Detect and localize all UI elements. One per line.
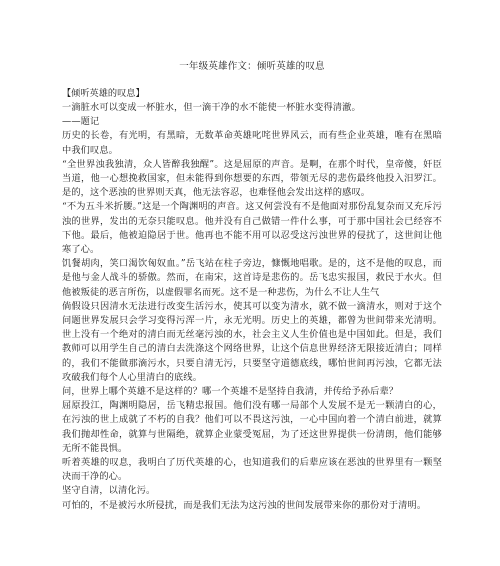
paragraph-epigraph: 一滴脏水可以变成一杯脏水，但一滴干净的水不能使一杯脏水变得清澈。 — [62, 102, 361, 113]
paragraph-heroes: 屈原投江，陶渊明隐居，岳飞精忠报国。他们没有哪一局部个人发展不是无一颗清白的心，在污浊的世上成就了不朽的自我？他们可以不畏这污浊，一心中国向着一个清白前进，就算我们抛却性命，就算与世隔绝，就算企业蒙受冤屈，为了还这世界提供一份清朗，他们能够无所不能畏惧。 — [62, 400, 442, 454]
paragraph-yue-fei: 饥餐胡肉，笑口渴饮匈奴血。”岳飞站在柱子旁边，慷慨地唱歌。是的，这不是他的叹息，而是他与金人战斗的骄傲。然而，在南宋，这首诗是悲伤的。岳飞忠实报国，救民于水火。但他被叛徒的恶言所伤，以虚假罪名而死。这不是一种悲伤，为什么不让人生气 — [62, 258, 442, 298]
paragraph-epigraph-label: ——题记 — [62, 116, 100, 128]
document-title: 一年级英雄作文：倾听英雄的叹息 — [179, 61, 325, 72]
paragraph-intro: 历史的长卷，有光明，有黑暗，无数革命英雄叱咤世界风云，而有些企业英雄，唯有在黑暗中我们叹息。 — [62, 130, 442, 156]
paragraph-tao-yuanming: “不为五斗米折腰。”这是一个陶渊明的声音。这又何尝没有不是他面对那份乱复杂而又充斥污浊的世界，发出的无奈只能叹息。他并没有自己做错一件什么事，可于那中国社会已经容不下他。最后，他被迫隐居于世。他再也不能不用可以忍受这污浊世界的侵扰了，这世间让他寒了心。 — [62, 201, 442, 256]
paragraph-qu-yuan: “全世界浊我独清，众人皆醉我独醒”。这是屈原的声音。是啊，在那个时代，皇帝傻，奸臣当道，他一心想挽救国家，但未能得到你想要的东西，带领无尽的悲伤最终他投入汨罗江。是的，这个恶浊的世界则天真，他无法容忍，也难怪他会发出这样的感叹。 — [62, 158, 442, 199]
paragraph-listening: 听着英雄的叹息，我明白了历代英雄的心，也知道我们的后辈应该在恶浊的世界里有一颗坚决而干净的心。 — [62, 457, 442, 483]
paragraph-motto: 坚守自清，以清化污。 — [62, 485, 156, 497]
paragraph-conclusion: 可怕的，不是被污水所侵扰，而是我们无法为这污浊的世间发展带来你的那份对于清明。 — [62, 499, 427, 511]
section-heading: 【倾听英雄的叹息】 — [62, 88, 145, 99]
paragraph-question: 问，世界上哪个英雄不是这样的？哪一个英雄不是坚持自我清，并传给予孙后辈？ — [62, 386, 399, 398]
paragraph-clean-water: 倘假设只因清水无法进行改变生活污水，使其可以变为清水，就不做一滴清水，则对于这个问题世界发展只会学习变得污浑一片，永无光明。历史上的英雄，都曾为世间带来光清明。世上没有一个绝对的清白而无丝毫污浊的水，社会主义人生价值也是中国如此。但是，我们教师可以用学生自己的清白去洗涤这个网络世界，让这个信息世界经济无限接近清白；同样的，我们不能做那滴污水，只要自清无污，只要坚守道德底线，哪怕世间再污浊，它都无法攻破我们每个人心里清白的底线。 — [62, 300, 442, 383]
